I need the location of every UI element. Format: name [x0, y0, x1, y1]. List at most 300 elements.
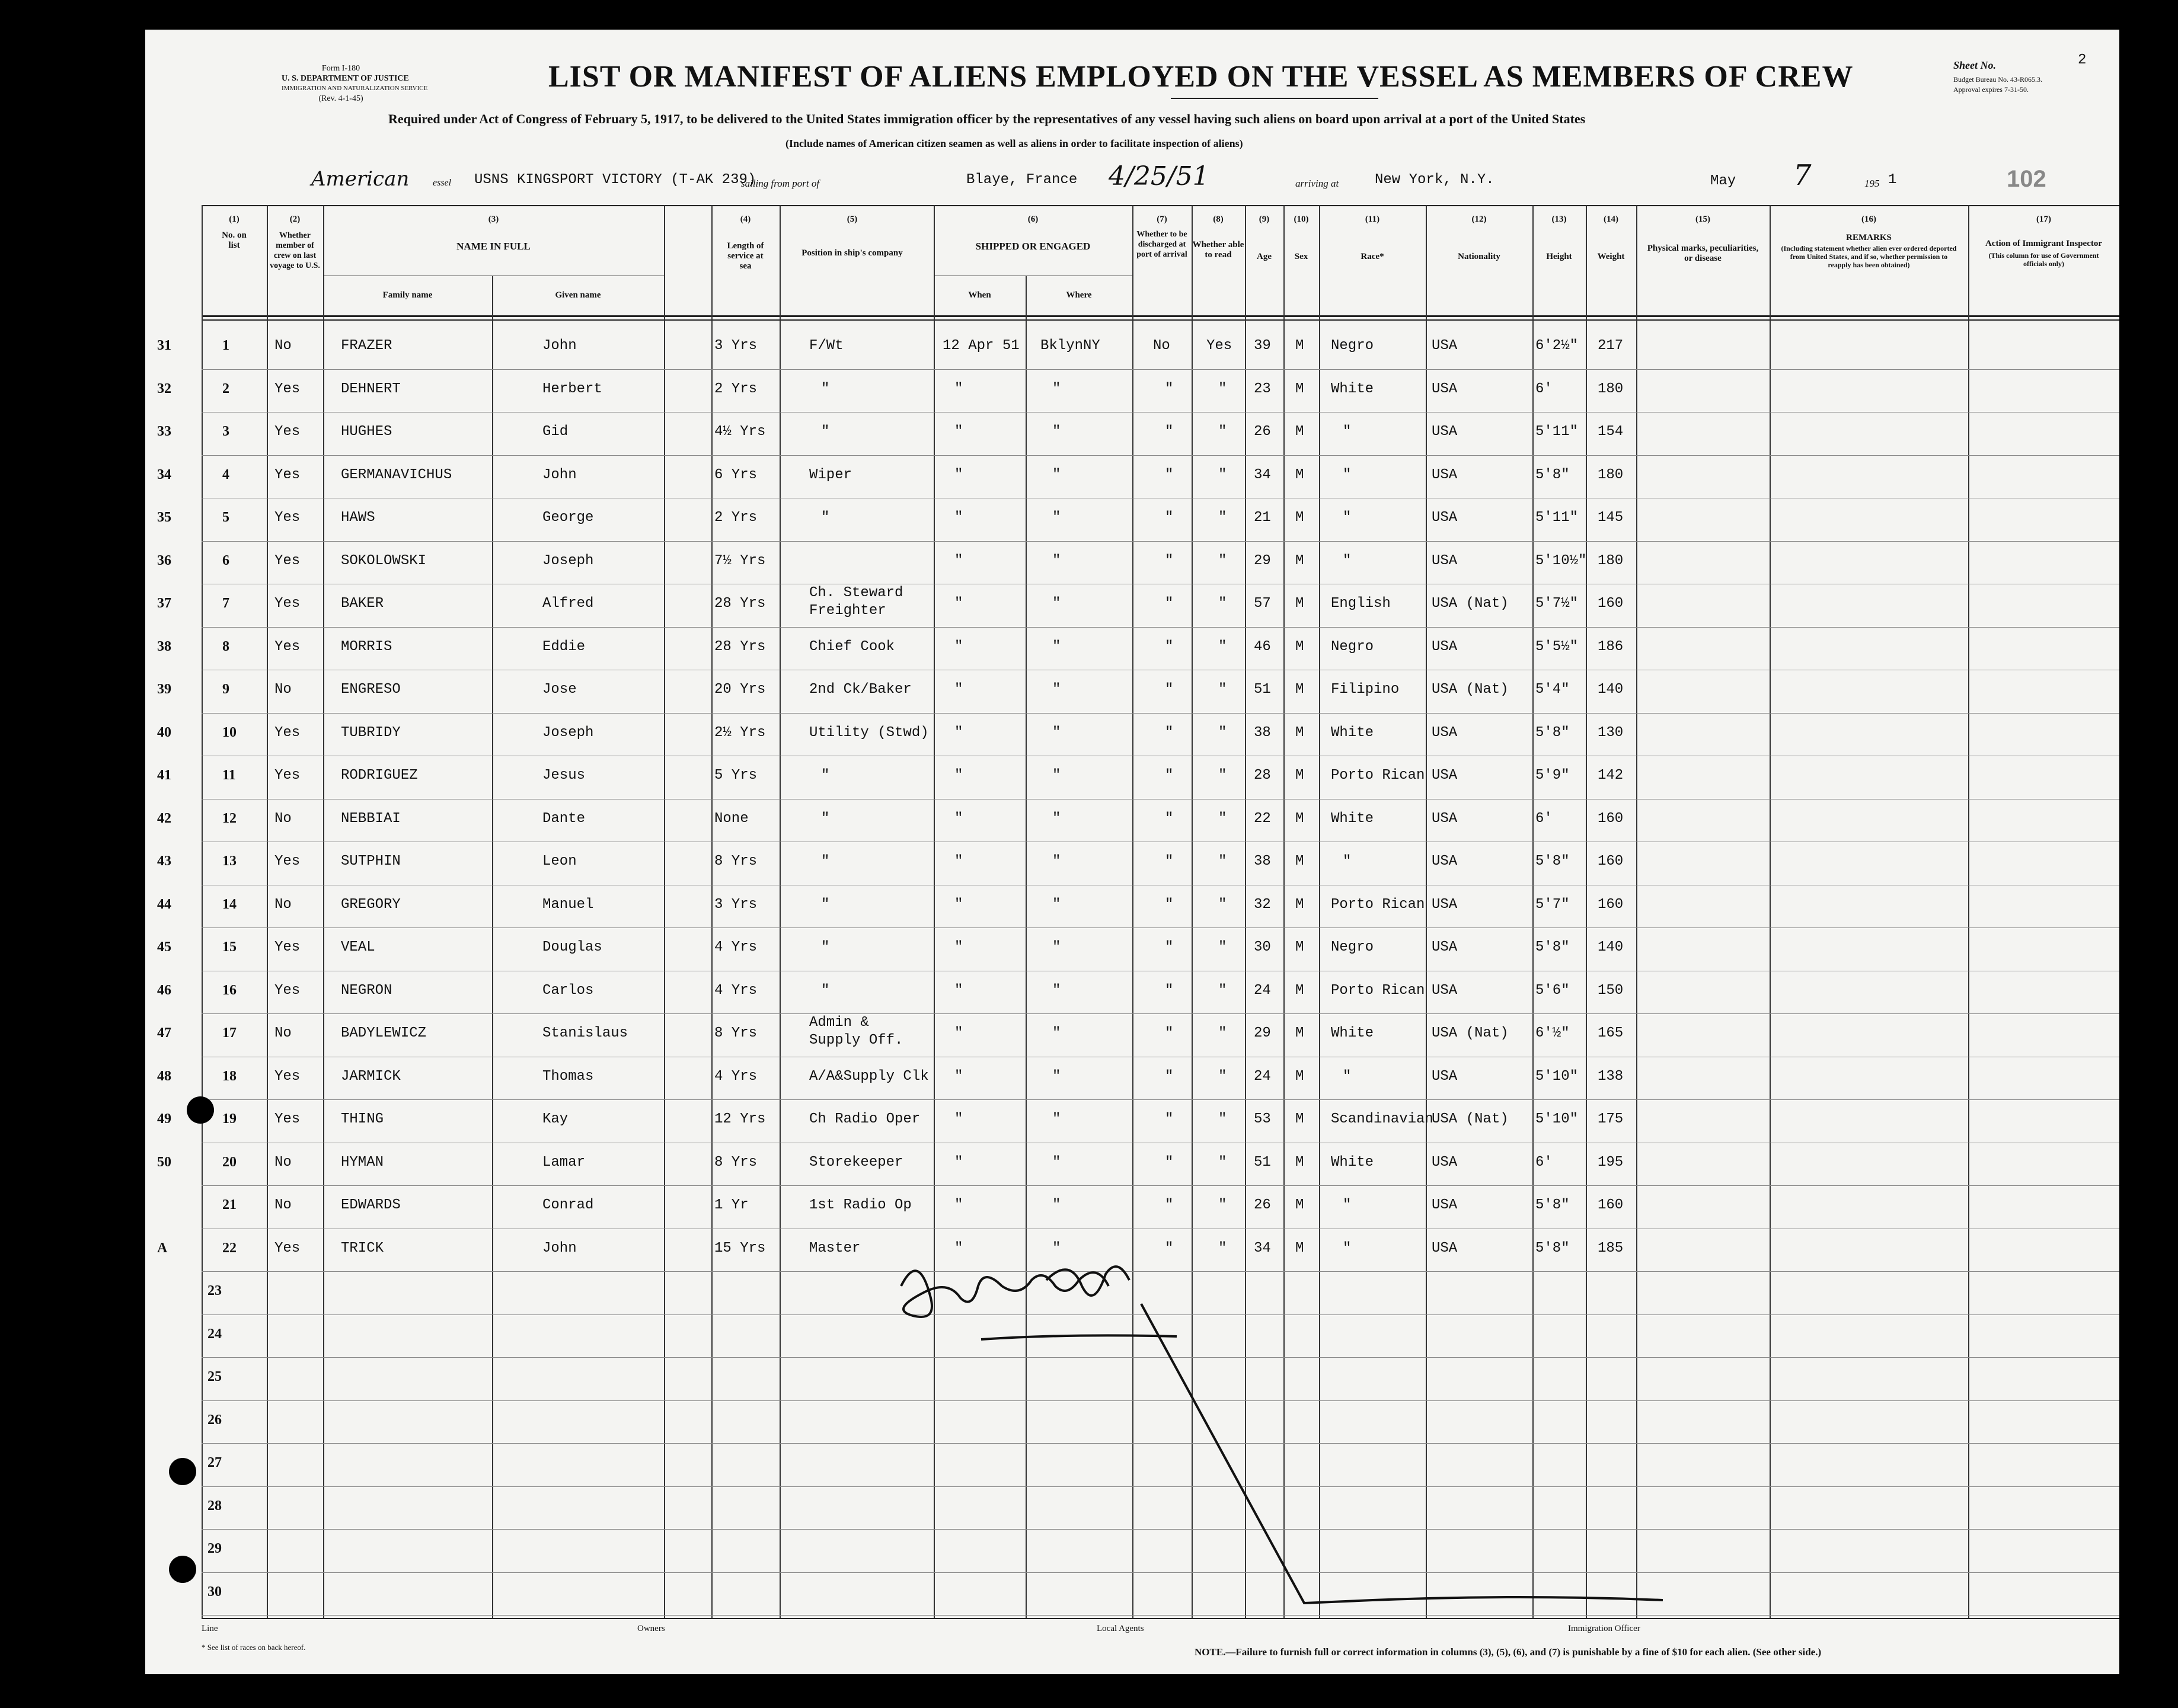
margin-number: A — [157, 1240, 168, 1256]
departure-date: 4/25/51 — [1109, 161, 1209, 191]
age: 32 — [1254, 896, 1271, 913]
sex: M — [1295, 1068, 1304, 1085]
nationality: USA — [1432, 767, 1458, 783]
margin-number: 42 — [157, 810, 171, 826]
service-length: 2½ Yrs — [714, 724, 766, 741]
nationality: USA — [1432, 896, 1458, 913]
given-name: Leon — [542, 853, 577, 869]
shipped-where: " — [1052, 638, 1061, 655]
list-number: 9 — [222, 682, 229, 697]
age: 24 — [1254, 982, 1271, 999]
family-name: SUTPHIN — [341, 853, 401, 869]
able-to-read: " — [1218, 724, 1227, 741]
punch-hole — [169, 1458, 196, 1485]
shipped-when: " — [954, 1197, 963, 1213]
margin-number: 33 — [157, 424, 171, 439]
weight: 160 — [1598, 596, 1624, 612]
weight: 130 — [1598, 724, 1624, 741]
family-name: HAWS — [341, 510, 375, 526]
margin-number: 41 — [157, 767, 171, 783]
age: 26 — [1254, 1197, 1271, 1213]
able-to-read: " — [1218, 896, 1227, 913]
shipped-where: " — [1052, 552, 1061, 569]
discharged: " — [1165, 1197, 1174, 1213]
list-number: 15 — [222, 939, 237, 955]
margin-number: 40 — [157, 724, 171, 740]
list-number: 24 — [207, 1326, 222, 1342]
able-to-read: " — [1218, 982, 1227, 999]
family-name: GREGORY — [341, 896, 401, 913]
discharged: " — [1165, 896, 1174, 913]
age: 39 — [1254, 338, 1271, 354]
service-length: 3 Yrs — [714, 338, 758, 354]
service-length: 28 Yrs — [714, 596, 766, 612]
age: 23 — [1254, 380, 1271, 397]
shipped-where: " — [1052, 896, 1061, 913]
revision: (Rev. 4-1-45) — [318, 94, 363, 103]
weight: 160 — [1598, 810, 1624, 827]
position: " — [821, 767, 830, 783]
race: Negro — [1331, 939, 1374, 955]
weight: 138 — [1598, 1068, 1624, 1085]
shipped-where: " — [1052, 939, 1061, 955]
height: 5'6" — [1535, 982, 1570, 999]
position: " — [821, 380, 830, 397]
position: Storekeeper — [809, 1154, 903, 1170]
discharged: " — [1165, 1111, 1174, 1127]
height: 5'11" — [1535, 510, 1579, 526]
family-name: JARMICK — [341, 1068, 401, 1085]
height: 5'8" — [1535, 1240, 1570, 1256]
budget-bureau: Budget Bureau No. 43-R065.3. — [1953, 75, 2042, 84]
shipped-when: " — [954, 638, 963, 655]
last-voyage: Yes — [274, 424, 301, 440]
shipped-when: " — [954, 380, 963, 397]
position: F/Wt — [809, 338, 844, 354]
nationality: USA — [1432, 424, 1458, 440]
weight: 175 — [1598, 1111, 1624, 1127]
age: 24 — [1254, 1068, 1271, 1085]
nationality: USA (Nat) — [1432, 596, 1509, 612]
last-voyage: Yes — [274, 466, 301, 483]
where-header: Where — [1066, 290, 1092, 300]
position: " — [821, 982, 830, 999]
weight: 154 — [1598, 424, 1624, 440]
sex: M — [1295, 982, 1304, 999]
given-name: Eddie — [542, 638, 586, 655]
service-length: 6 Yrs — [714, 466, 758, 483]
shipped-where: " — [1052, 1111, 1061, 1127]
footer-agents-label: Local Agents — [1097, 1624, 1144, 1633]
sex: M — [1295, 853, 1304, 869]
sex: M — [1295, 1240, 1304, 1256]
given-name: Conrad — [542, 1197, 594, 1213]
weight: 160 — [1598, 896, 1624, 913]
shipped-when: " — [954, 853, 963, 869]
shipped-when: " — [954, 1240, 963, 1256]
able-to-read: " — [1218, 1240, 1227, 1256]
discharged: " — [1165, 939, 1174, 955]
shipped-where: " — [1052, 1197, 1061, 1213]
list-number: 3 — [222, 424, 229, 439]
list-number: 18 — [222, 1068, 237, 1084]
position: Master — [809, 1240, 861, 1256]
master-signature — [901, 1266, 1129, 1317]
race: Negro — [1331, 638, 1374, 655]
height: 5'8" — [1535, 853, 1570, 869]
last-voyage: No — [274, 1154, 292, 1170]
sex: M — [1295, 724, 1304, 741]
col4-header: (4) Length of service at sea — [727, 215, 764, 271]
family-name: EDWARDS — [341, 1197, 401, 1213]
margin-number: 47 — [157, 1025, 171, 1041]
race: Scandinavian — [1331, 1111, 1433, 1127]
list-number: 6 — [222, 552, 229, 568]
service-length: 2 Yrs — [714, 380, 758, 397]
family-name: BADYLEWICZ — [341, 1025, 427, 1041]
shipped-when: " — [954, 982, 963, 999]
discharged: " — [1165, 552, 1174, 569]
given-name: Alfred — [542, 596, 594, 612]
punch-hole — [187, 1096, 214, 1124]
shipped-when: " — [954, 596, 963, 612]
nationality: USA — [1432, 466, 1458, 483]
position-line2: Freighter — [809, 603, 886, 619]
col12-header: (12) Nationality — [1458, 215, 1500, 261]
vessel-prefix: American — [311, 167, 410, 191]
margin-number: 34 — [157, 466, 171, 482]
col2-header: (2) Whether member of crew on last voyage to U.S. — [270, 215, 320, 270]
family-name: DEHNERT — [341, 380, 401, 397]
when-header: When — [968, 290, 991, 300]
service: IMMIGRATION AND NATURALIZATION SERVICE — [282, 85, 428, 92]
sex: M — [1295, 338, 1304, 354]
sailing-label: sailing from port of — [741, 178, 820, 189]
last-voyage: Yes — [274, 767, 301, 783]
sex: M — [1295, 466, 1304, 483]
margin-number: 35 — [157, 510, 171, 525]
able-to-read: " — [1218, 510, 1227, 526]
col7-header: (7) Whether to be discharged at port of arrival — [1136, 215, 1187, 259]
col13-header: (13) Height — [1546, 215, 1572, 261]
list-number: 7 — [222, 596, 229, 611]
discharged: " — [1165, 810, 1174, 827]
given-name: George — [542, 510, 594, 526]
race: " — [1343, 552, 1352, 569]
age: 30 — [1254, 939, 1271, 955]
race: White — [1331, 1154, 1374, 1170]
position: " — [821, 853, 830, 869]
given-name: Manuel — [542, 896, 594, 913]
family-name: ENGRESO — [341, 682, 401, 698]
last-voyage: Yes — [274, 1240, 301, 1256]
given-name: Dante — [542, 810, 586, 827]
shipped-where: " — [1052, 466, 1061, 483]
service-length: 3 Yrs — [714, 896, 758, 913]
age: 38 — [1254, 853, 1271, 869]
discharged: " — [1165, 982, 1174, 999]
shipped-when: " — [954, 939, 963, 955]
family-name: VEAL — [341, 939, 375, 955]
shipped-where: " — [1052, 982, 1061, 999]
margin-number: 38 — [157, 638, 171, 654]
given-name: Gid — [542, 424, 569, 440]
discharged: " — [1165, 1025, 1174, 1041]
margin-number: 36 — [157, 552, 171, 568]
list-number: 29 — [207, 1541, 222, 1556]
margin-number: 48 — [157, 1068, 171, 1084]
discharged: " — [1165, 510, 1174, 526]
age: 51 — [1254, 1154, 1271, 1170]
height: 5'9" — [1535, 767, 1570, 783]
shipped-where: " — [1052, 1025, 1061, 1041]
sex: M — [1295, 682, 1304, 698]
vessel-label: essel — [433, 178, 452, 188]
list-number: 17 — [222, 1025, 237, 1041]
list-number: 8 — [222, 638, 229, 654]
able-to-read: " — [1218, 1111, 1227, 1127]
shipped-when: " — [954, 724, 963, 741]
age: 34 — [1254, 1240, 1271, 1256]
race: Negro — [1331, 338, 1374, 354]
discharged: " — [1165, 682, 1174, 698]
able-to-read: " — [1218, 1025, 1227, 1041]
margin-number: 31 — [157, 338, 171, 353]
last-voyage: Yes — [274, 638, 301, 655]
nationality: USA — [1432, 853, 1458, 869]
family-name: FRAZER — [341, 338, 392, 354]
list-number: 22 — [222, 1240, 237, 1256]
service-length: 15 Yrs — [714, 1240, 766, 1256]
height: 5'8" — [1535, 939, 1570, 955]
position: A/A&Supply Clk — [809, 1068, 929, 1085]
year-suffix: 1 — [1888, 172, 1897, 188]
given-name: Joseph — [542, 724, 594, 741]
service-length: 4 Yrs — [714, 1068, 758, 1085]
race: Filipino — [1331, 682, 1400, 698]
signature-underline — [981, 1335, 1177, 1339]
given-name: Kay — [542, 1111, 569, 1127]
shipped-when: " — [954, 810, 963, 827]
able-to-read: " — [1218, 682, 1227, 698]
position: Ch. Steward — [809, 585, 903, 601]
nationality: USA — [1432, 982, 1458, 999]
page-stamp: 102 — [2007, 166, 2046, 192]
nationality: USA — [1432, 638, 1458, 655]
discharged: " — [1165, 1068, 1174, 1085]
footer-line-label: Line — [202, 1624, 218, 1633]
position: " — [821, 896, 830, 913]
position: Chief Cook — [809, 638, 895, 655]
given-name: Thomas — [542, 1068, 594, 1085]
age: 21 — [1254, 510, 1271, 526]
approval: Approval expires 7-31-50. — [1953, 85, 2029, 94]
list-number: 5 — [222, 510, 229, 525]
nationality: USA — [1432, 810, 1458, 827]
arrival-port: New York, N.Y. — [1375, 172, 1494, 188]
shipped-when: " — [954, 510, 963, 526]
list-number: 13 — [222, 853, 237, 869]
sex: M — [1295, 552, 1304, 569]
sex: M — [1295, 1025, 1304, 1041]
age: 53 — [1254, 1111, 1271, 1127]
shipped-when: " — [954, 1111, 963, 1127]
year-prefix: 195 — [1864, 178, 1880, 189]
last-voyage: Yes — [274, 939, 301, 955]
height: 5'8" — [1535, 724, 1570, 741]
able-to-read: " — [1218, 466, 1227, 483]
able-to-read: " — [1218, 424, 1227, 440]
subtitle: Required under Act of Congress of February 5, 1917, to be delivered to the United States immigration officer by the representatives of any vessel having such aliens on board upon arrival at a port of the United States — [388, 111, 1586, 126]
last-voyage: Yes — [274, 552, 301, 569]
shipped-where: " — [1052, 724, 1061, 741]
weight: 160 — [1598, 853, 1624, 869]
col14-header: (14) Weight — [1597, 215, 1625, 261]
nationality: USA (Nat) — [1432, 1025, 1509, 1041]
weight: 180 — [1598, 466, 1624, 483]
race: White — [1331, 380, 1374, 397]
height: 5'7" — [1535, 896, 1570, 913]
race: " — [1343, 1068, 1352, 1085]
departure-port: Blaye, France — [966, 172, 1078, 188]
service-length: 8 Yrs — [714, 1025, 758, 1041]
able-to-read: " — [1218, 596, 1227, 612]
position: " — [821, 510, 830, 526]
able-to-read: " — [1218, 853, 1227, 869]
discharged: " — [1165, 466, 1174, 483]
age: 51 — [1254, 682, 1271, 698]
weight: 180 — [1598, 552, 1624, 569]
weight: 165 — [1598, 1025, 1624, 1041]
weight: 186 — [1598, 638, 1624, 655]
nationality: USA — [1432, 510, 1458, 526]
margin-number: 44 — [157, 896, 171, 912]
nationality: USA — [1432, 1197, 1458, 1213]
discharged: " — [1165, 1154, 1174, 1170]
shipped-when: " — [954, 1154, 963, 1170]
col5-header: (5) Position in ship's company — [801, 215, 903, 258]
race: White — [1331, 724, 1374, 741]
sex: M — [1295, 638, 1304, 655]
weight: 145 — [1598, 510, 1624, 526]
given-name: John — [542, 1240, 577, 1256]
weight: 185 — [1598, 1240, 1624, 1256]
race: " — [1343, 1240, 1352, 1256]
shipped-when: " — [954, 424, 963, 440]
margin-number: 46 — [157, 982, 171, 998]
position: " — [821, 424, 830, 440]
given-name: Herbert — [542, 380, 602, 397]
height: 5'7½" — [1535, 596, 1579, 612]
list-number: 16 — [222, 982, 237, 998]
arrival-month: May — [1710, 173, 1736, 189]
sex: M — [1295, 1111, 1304, 1127]
col15-header: (15) Physical marks, peculiarities, or disease — [1647, 215, 1759, 263]
discharged: " — [1165, 724, 1174, 741]
position: Admin & — [809, 1015, 869, 1031]
list-number: 19 — [222, 1111, 237, 1127]
subnote: (Include names of American citizen seamen as well as aliens in order to facilitate inspection of aliens) — [785, 137, 1243, 149]
age: 38 — [1254, 724, 1271, 741]
strike-line — [1141, 1304, 1663, 1603]
footer-owners-label: Owners — [637, 1624, 665, 1633]
service-length: 2 Yrs — [714, 510, 758, 526]
age: 28 — [1254, 767, 1271, 783]
shipped-when: " — [954, 1068, 963, 1085]
able-to-read: " — [1218, 1068, 1227, 1085]
family-name: HUGHES — [341, 424, 392, 440]
last-voyage: Yes — [274, 510, 301, 526]
shipped-where: " — [1052, 1154, 1061, 1170]
last-voyage: No — [274, 810, 292, 827]
shipped-when: " — [954, 767, 963, 783]
given-name-header: Given name — [555, 290, 601, 300]
shipped-when: " — [954, 1025, 963, 1041]
service-length: 8 Yrs — [714, 1154, 758, 1170]
height: 5'10" — [1535, 1111, 1579, 1127]
sheet-number: 2 — [2078, 52, 2087, 68]
sex: M — [1295, 510, 1304, 526]
race: English — [1331, 596, 1391, 612]
service-length: 4½ Yrs — [714, 424, 766, 440]
position: 2nd Ck/Baker — [809, 682, 912, 698]
able-to-read: Yes — [1206, 338, 1232, 354]
discharged: " — [1165, 596, 1174, 612]
races-note: * See list of races on back hereof. — [202, 1643, 306, 1652]
discharged: " — [1165, 767, 1174, 783]
list-number: 20 — [222, 1154, 237, 1170]
shipped-when: " — [954, 552, 963, 569]
race: White — [1331, 1025, 1374, 1041]
shipped-where: " — [1052, 1068, 1061, 1085]
position: Utility (Stwd) — [809, 724, 929, 741]
sex: M — [1295, 810, 1304, 827]
age: 57 — [1254, 596, 1271, 612]
shipped-where: " — [1052, 510, 1061, 526]
position: Ch Radio Oper — [809, 1111, 921, 1127]
position-line2: Supply Off. — [809, 1032, 903, 1048]
family-name: MORRIS — [341, 638, 392, 655]
able-to-read: " — [1218, 810, 1227, 827]
list-number: 10 — [222, 724, 237, 740]
shipped-where: BklynNY — [1040, 338, 1100, 354]
discharged: " — [1165, 853, 1174, 869]
height: 5'8" — [1535, 1197, 1570, 1213]
sex: M — [1295, 380, 1304, 397]
last-voyage: No — [274, 1025, 292, 1041]
list-number: 23 — [207, 1283, 222, 1298]
height: 5'10" — [1535, 1068, 1579, 1085]
race: " — [1343, 466, 1352, 483]
discharged: No — [1153, 338, 1170, 354]
nationality: USA — [1432, 380, 1458, 397]
family-name: TRICK — [341, 1240, 384, 1256]
height: 5'10½" — [1535, 552, 1587, 569]
nationality: USA (Nat) — [1432, 682, 1509, 698]
service-length: None — [714, 810, 749, 827]
arrival-day: 7 — [1793, 159, 1812, 192]
given-name: Jesus — [542, 767, 586, 783]
list-number: 4 — [222, 466, 229, 482]
sex: M — [1295, 596, 1304, 612]
age: 34 — [1254, 466, 1271, 483]
given-name: Joseph — [542, 552, 594, 569]
given-name: Lamar — [542, 1154, 586, 1170]
col11-header: (11) Race* — [1361, 215, 1384, 261]
shipped-when: 12 Apr 51 — [943, 338, 1020, 354]
manifest-sheet — [145, 30, 2119, 1674]
margin-number: 32 — [157, 380, 171, 396]
